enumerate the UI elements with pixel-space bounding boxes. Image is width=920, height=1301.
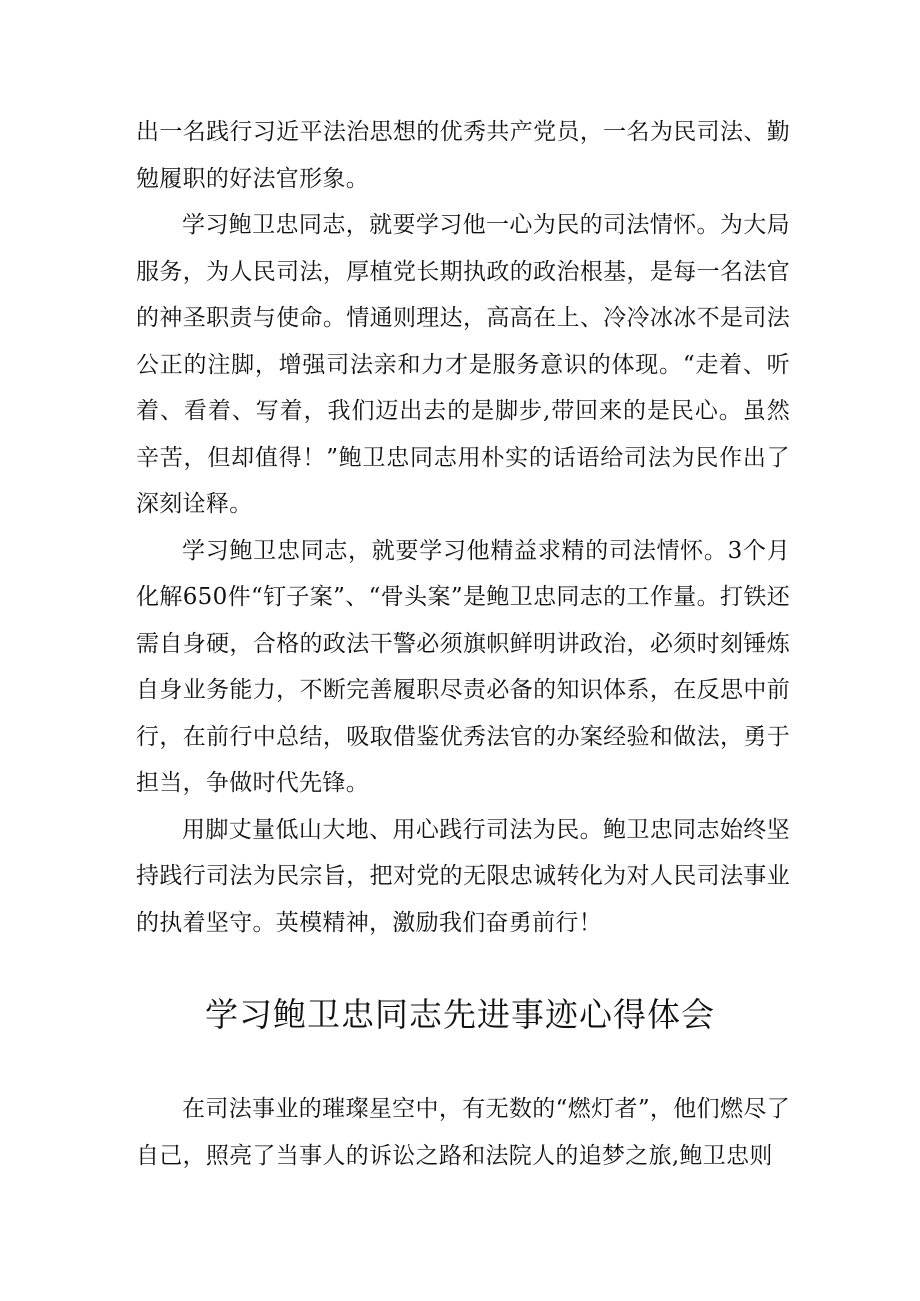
paragraph-excellence: 学习鲍卫忠同志，就要学习他精益求精的司法情怀。3个月化解650件“钉子案”、“骨头案”是鲍卫忠同志的工作量。打铁还需自身硬，合格的政法干警必须旗帜鲜明讲政治，必须时刻锤炼自身业务能力，不断完善履职尽责必备的知识体系，在反思中前行，在前行中总结，吸取借鉴优秀法官的办案经验和做法，勇于担当，争做时代先锋。: [136, 537, 790, 796]
paragraph-continued: 出一名践行习近平法治思想的优秀共产党员，一名为民司法、勤勉履职的好法官形象。: [136, 119, 790, 192]
article-body-top: [136, 109, 790, 946]
article-body-bottom: [136, 1086, 790, 1179]
paragraph-conclusion: 用脚丈量低山大地、用心践行司法为民。鲍卫忠同志始终坚持践行司法为民宗旨，把对党的无限忠诚转化为对人民司法事业的执着坚守。英模精神，激励我们奋勇前行！: [136, 816, 790, 936]
document-title: 学习鲍卫忠同志先进事迹心得体会: [205, 995, 715, 1034]
paragraph-sincere-service: 学习鲍卫忠同志，就要学习他一心为民的司法情怀。为大局服务，为人民司法，厚植党长期执政的政治根基，是每一名法官的神圣职责与使命。情通则理达，高高在上、冷冷冰冰不是司法公正的注脚，增强司法亲和力才是服务意识的体现。“走着、听着、看着、写着，我们迈出去的是脚步,带回来的是民心。虽然辛苦，但却值得！”鲍卫忠同志用朴实的话语给司法为民作出了深刻诠释。: [136, 212, 790, 517]
paragraph-intro: 在司法事业的璀璨星空中，有无数的“燃灯者”，他们燃尽了自己，照亮了当事人的诉讼之路和法院人的追梦之旅,鲍卫忠则: [136, 1096, 790, 1169]
